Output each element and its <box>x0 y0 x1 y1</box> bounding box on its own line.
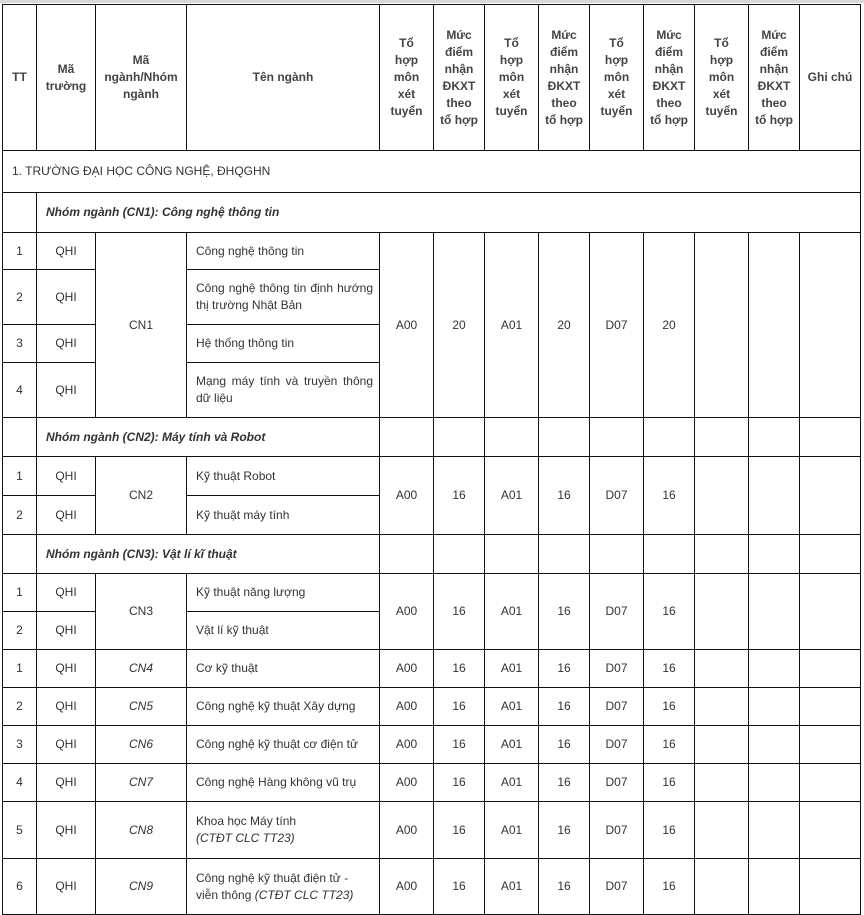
empty-cell <box>749 764 800 802</box>
empty-cell <box>695 764 749 802</box>
combo-cell: A01 <box>485 859 539 915</box>
empty-cell <box>485 535 539 574</box>
combo-cell: A00 <box>380 457 434 535</box>
major-name-cell: Công nghệ thông tin <box>187 233 380 270</box>
school-code-cell: QHI <box>37 574 96 612</box>
combo-cell: A00 <box>380 764 434 802</box>
school-code-cell: QHI <box>37 802 96 859</box>
empty-cell <box>695 574 749 650</box>
combo-cell: A01 <box>485 688 539 726</box>
combo-cell: A00 <box>380 859 434 915</box>
table-row <box>3 650 861 688</box>
score-cell: 16 <box>434 802 485 859</box>
empty-cell <box>749 457 800 535</box>
combo-cell: D07 <box>590 688 644 726</box>
major-name-cell: Công nghệ thông tin định hướng thị trường Nhật Bản <box>187 270 380 325</box>
header-ma-nganh: Mã ngành/Nhóm ngành <box>96 5 187 151</box>
school-code-cell: QHI <box>37 650 96 688</box>
table-row <box>3 457 861 496</box>
empty-cell <box>434 535 485 574</box>
empty-cell <box>590 418 644 457</box>
combo-cell: A00 <box>380 688 434 726</box>
note-cell <box>800 233 861 418</box>
header-muc-diem: Mức điểm nhận ĐKXT theo tổ hợp <box>539 5 590 151</box>
score-cell: 16 <box>644 457 695 535</box>
score-cell: 16 <box>644 650 695 688</box>
tt-cell: 3 <box>3 325 37 363</box>
major-code-cell: CN7 <box>96 764 187 802</box>
school-code-cell: QHI <box>37 764 96 802</box>
header-muc-diem: Mức điểm nhận ĐKXT theo tổ hợp <box>434 5 485 151</box>
note-cell <box>800 650 861 688</box>
school-code-cell: QHI <box>37 233 96 270</box>
score-cell: 16 <box>644 574 695 650</box>
table-row <box>3 574 861 612</box>
combo-cell: A01 <box>485 650 539 688</box>
combo-cell: D07 <box>590 574 644 650</box>
major-name: Công nghệ kỹ thuật Xây dựng <box>196 699 356 713</box>
empty-cell <box>590 535 644 574</box>
tt-cell: 2 <box>3 612 37 650</box>
major-name-cell <box>187 802 380 859</box>
tt-cell: 2 <box>3 270 37 325</box>
group-header-row <box>3 418 861 457</box>
group-title: Nhóm ngành (CN1): Công nghệ thông tin <box>37 193 861 233</box>
table-row <box>3 233 861 270</box>
school-code-cell: QHI <box>37 457 96 496</box>
header-to-hop: Tổ hợp môn xét tuyển <box>485 5 539 151</box>
tt-cell: 4 <box>3 363 37 418</box>
combo-cell: A00 <box>380 802 434 859</box>
note-cell <box>800 726 861 764</box>
top-border <box>0 0 864 3</box>
score-cell: 16 <box>644 764 695 802</box>
combo-cell: A00 <box>380 650 434 688</box>
major-name-cell: Kỹ thuật năng lượng <box>187 574 380 612</box>
header-ma-truong: Mã trường <box>37 5 96 151</box>
header-to-hop: Tổ hợp môn xét tuyển <box>695 5 749 151</box>
empty-cell <box>749 650 800 688</box>
header-ten-nganh: Tên ngành <box>187 5 380 151</box>
score-cell: 20 <box>434 233 485 418</box>
header-tt: TT <box>3 5 37 151</box>
combo-cell: D07 <box>590 233 644 418</box>
major-name-cell: Vật lí kỹ thuật <box>187 612 380 650</box>
combo-cell: D07 <box>590 726 644 764</box>
combo-cell: A01 <box>485 764 539 802</box>
note-cell <box>800 764 861 802</box>
note-cell <box>800 457 861 535</box>
empty-cell <box>749 802 800 859</box>
empty-cell <box>695 726 749 764</box>
tt-cell: 3 <box>3 726 37 764</box>
score-cell: 16 <box>434 650 485 688</box>
major-code-cell: CN5 <box>96 688 187 726</box>
tt-cell: 2 <box>3 496 37 535</box>
major-name-cell <box>187 764 380 802</box>
major-code-cell: CN6 <box>96 726 187 764</box>
table-row <box>3 726 861 764</box>
empty-cell <box>380 418 434 457</box>
empty-cell <box>749 859 800 915</box>
combo-cell: D07 <box>590 764 644 802</box>
score-cell: 16 <box>539 802 590 859</box>
major-name-cell <box>187 688 380 726</box>
group-code-cell: CN1 <box>96 233 187 418</box>
major-name-cell <box>187 859 380 915</box>
combo-cell: A00 <box>380 726 434 764</box>
empty-cell <box>539 535 590 574</box>
empty-cell <box>485 418 539 457</box>
score-cell: 16 <box>434 457 485 535</box>
empty-cell <box>695 650 749 688</box>
school-code-cell: QHI <box>37 612 96 650</box>
combo-cell: D07 <box>590 457 644 535</box>
major-code-cell: CN8 <box>96 802 187 859</box>
major-name-cell <box>187 650 380 688</box>
empty-cell <box>749 726 800 764</box>
group-tt-cell <box>3 535 37 574</box>
major-name-cell: Hệ thống thông tin <box>187 325 380 363</box>
tt-cell: 2 <box>3 688 37 726</box>
header-to-hop: Tổ hợp môn xét tuyển <box>380 5 434 151</box>
score-cell: 16 <box>644 688 695 726</box>
score-cell: 16 <box>434 688 485 726</box>
group-title: Nhóm ngành (CN2): Máy tính và Robot <box>37 418 380 457</box>
group-tt-cell <box>3 418 37 457</box>
score-cell: 16 <box>539 574 590 650</box>
group-title: Nhóm ngành (CN3): Vật lí kĩ thuật <box>37 535 380 574</box>
score-cell: 16 <box>539 457 590 535</box>
score-cell: 16 <box>539 688 590 726</box>
combo-cell: A01 <box>485 233 539 418</box>
group-code-cell: CN3 <box>96 574 187 650</box>
score-cell: 20 <box>539 233 590 418</box>
major-name-cell: Kỹ thuật Robot <box>187 457 380 496</box>
group-code-cell: CN2 <box>96 457 187 535</box>
empty-cell <box>539 418 590 457</box>
tt-cell: 6 <box>3 859 37 915</box>
combo-cell: A01 <box>485 457 539 535</box>
major-name-cell <box>187 726 380 764</box>
table-row <box>3 764 861 802</box>
empty-cell <box>749 574 800 650</box>
score-cell: 16 <box>644 859 695 915</box>
empty-cell <box>695 688 749 726</box>
school-title: 1. TRƯỜNG ĐẠI HỌC CÔNG NGHỆ, ĐHQGHN <box>3 151 861 193</box>
empty-cell <box>644 535 695 574</box>
combo-cell: A01 <box>485 574 539 650</box>
major-name: Khoa học Máy tính <box>196 814 297 828</box>
group-tt-cell <box>3 193 37 233</box>
header-to-hop: Tổ hợp môn xét tuyển <box>590 5 644 151</box>
group-header-row <box>3 193 861 233</box>
major-name-cell: Kỹ thuật máy tính <box>187 496 380 535</box>
admission-table <box>2 4 861 915</box>
empty-cell <box>695 233 749 418</box>
major-code-cell: CN4 <box>96 650 187 688</box>
major-name: Công nghệ Hàng không vũ trụ <box>196 775 357 789</box>
school-code-cell: QHI <box>37 859 96 915</box>
empty-cell <box>695 535 749 574</box>
score-cell: 16 <box>434 726 485 764</box>
header-muc-diem: Mức điểm nhận ĐKXT theo tổ hợp <box>644 5 695 151</box>
major-name: Công nghệ kỹ thuật điện tử - viễn thông <box>196 870 349 902</box>
tt-cell: 5 <box>3 802 37 859</box>
note-cell <box>800 802 861 859</box>
tt-cell: 1 <box>3 233 37 270</box>
program-note: (CTĐT CLC TT23) <box>254 887 354 902</box>
school-code-cell: QHI <box>37 688 96 726</box>
empty-cell <box>644 418 695 457</box>
combo-cell: A01 <box>485 726 539 764</box>
empty-cell <box>749 233 800 418</box>
header-row <box>3 5 861 151</box>
tt-cell: 1 <box>3 650 37 688</box>
empty-cell <box>695 418 749 457</box>
score-cell: 16 <box>644 726 695 764</box>
score-cell: 16 <box>539 764 590 802</box>
note-cell <box>800 688 861 726</box>
school-code-cell: QHI <box>37 726 96 764</box>
note-cell <box>800 574 861 650</box>
combo-cell: A00 <box>380 233 434 418</box>
major-name: Công nghệ kỹ thuật cơ điện tử <box>196 737 358 751</box>
tt-cell: 1 <box>3 457 37 496</box>
empty-cell <box>800 418 861 457</box>
empty-cell <box>695 802 749 859</box>
school-row <box>3 151 861 193</box>
empty-cell <box>749 688 800 726</box>
major-name-cell: Mạng máy tính và truyền thông dữ liệu <box>187 363 380 418</box>
major-name: Cơ kỹ thuật <box>196 661 258 675</box>
empty-cell <box>800 535 861 574</box>
school-code-cell: QHI <box>37 325 96 363</box>
table-row <box>3 859 861 915</box>
empty-cell <box>749 535 800 574</box>
score-cell: 16 <box>434 859 485 915</box>
combo-cell: D07 <box>590 650 644 688</box>
table-row <box>3 688 861 726</box>
score-cell: 16 <box>434 574 485 650</box>
score-cell: 16 <box>539 650 590 688</box>
note-cell <box>800 859 861 915</box>
header-ghi-chu: Ghi chú <box>800 5 861 151</box>
empty-cell <box>434 418 485 457</box>
group-header-row <box>3 535 861 574</box>
combo-cell: A01 <box>485 802 539 859</box>
score-cell: 16 <box>539 859 590 915</box>
table-row <box>3 802 861 859</box>
empty-cell <box>380 535 434 574</box>
school-code-cell: QHI <box>37 363 96 418</box>
score-cell: 20 <box>644 233 695 418</box>
score-cell: 16 <box>434 764 485 802</box>
school-code-cell: QHI <box>37 270 96 325</box>
tt-cell: 4 <box>3 764 37 802</box>
combo-cell: A00 <box>380 574 434 650</box>
tt-cell: 1 <box>3 574 37 612</box>
empty-cell <box>695 457 749 535</box>
combo-cell: D07 <box>590 802 644 859</box>
combo-cell: D07 <box>590 859 644 915</box>
school-code-cell: QHI <box>37 496 96 535</box>
score-cell: 16 <box>644 802 695 859</box>
empty-cell <box>695 859 749 915</box>
score-cell: 16 <box>539 726 590 764</box>
program-note: (CTĐT CLC TT23) <box>196 831 295 845</box>
empty-cell <box>749 418 800 457</box>
header-muc-diem: Mức điểm nhận ĐKXT theo tổ hợp <box>749 5 800 151</box>
major-code-cell: CN9 <box>96 859 187 915</box>
